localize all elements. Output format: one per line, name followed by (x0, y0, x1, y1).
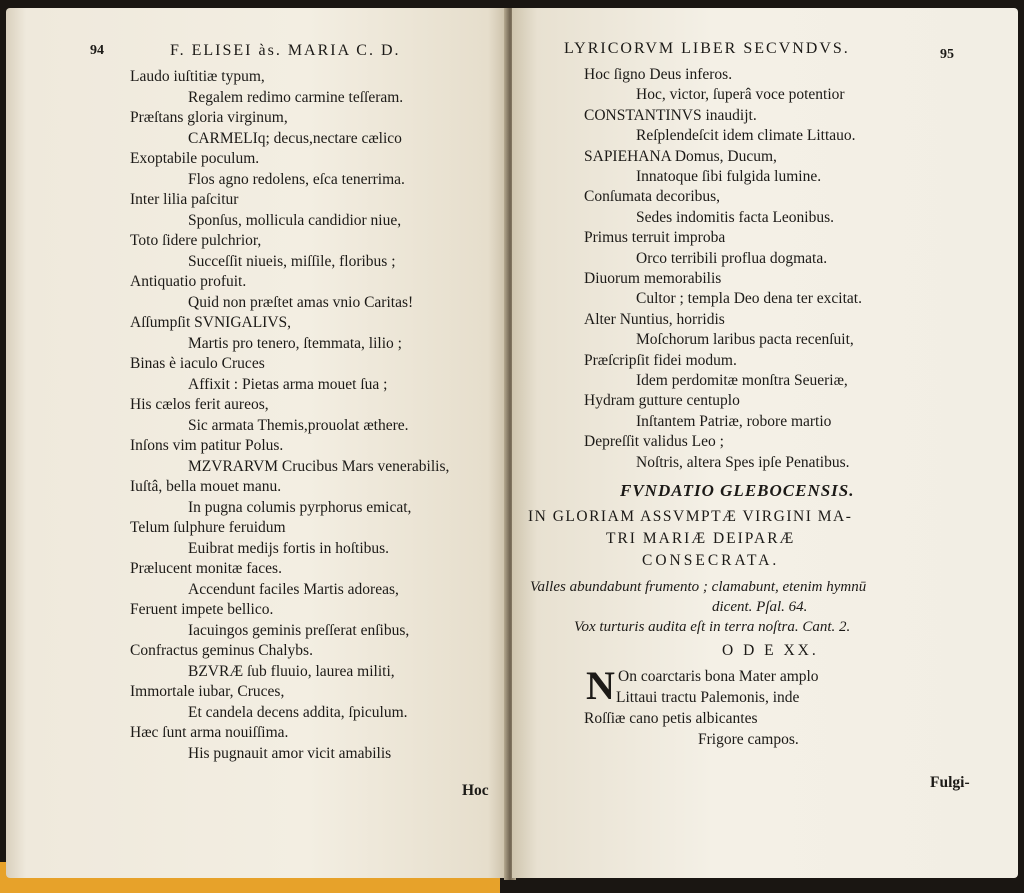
section-title: FVNDATIO GLEBOCENSIS. (620, 481, 855, 500)
drop-cap: N (586, 663, 615, 708)
left-verse-line-34: His pugnauit amor vicit amabilis (188, 744, 392, 762)
right-page-number: 95 (940, 47, 954, 62)
left-verse-line-11: Antiquatio profuit. (130, 273, 247, 290)
right-verse-line-1: Hoc ſigno Deus inferos. (584, 66, 733, 83)
right-verse-line-8: Sedes indomitis facta Leonibus. (636, 208, 835, 226)
left-verse-line-10: Succeſſit niueis, miſſile, floribus ; (188, 252, 396, 270)
left-verse-line-21: Iuſtâ, bella mouet manu. (130, 478, 282, 495)
right-verse-line-20: Noſtris, altera Spes ipſe Penatibus. (636, 453, 850, 471)
ode-line-4: Frigore campos. (698, 731, 799, 748)
left-verse-line-28: Iacuingos geminis preſſerat enſibus, (188, 621, 410, 639)
right-verse-line-19: Depreſſit validus Leo ; (584, 433, 724, 451)
right-verse-line-10: Orco terribili proflua dogmata. (636, 249, 828, 267)
left-verse-line-22: In pugna columis pyrphorus emicat, (188, 498, 412, 516)
left-verse-line-18: Sic armata Themis,prouolat æthere. (188, 416, 409, 434)
left-verse-line-30: BZVRÆ ſub fluuio, laurea militi, (188, 662, 395, 680)
left-verse-line-15: Binas è iaculo Cruces (130, 355, 265, 372)
dedication-line-1: IN GLORIAM ASSVMPTÆ VIRGINI MA- (528, 508, 853, 525)
left-verse-line-20: MZVRARVM Crucibus Mars venerabilis, (188, 457, 450, 475)
right-verse-line-15: Præſcripſit fidei modum. (584, 351, 737, 369)
right-page (512, 8, 1018, 878)
right-verse-line-4: Reſplendeſcit idem climate Littauo. (636, 127, 856, 145)
left-verse-line-12: Quid non præſtet amas vnio Caritas! (188, 293, 414, 311)
left-verse-line-29: Confractus geminus Chalybs. (130, 642, 313, 659)
right-catchword: Fulgi- (930, 774, 970, 791)
left-verse-line-17: His cælos ferit aureos, (130, 396, 269, 413)
left-verse-line-1: Laudo iuſtitiæ typum, (130, 68, 265, 85)
left-verse-line-3: Præſtans gloria virginum, (130, 109, 288, 126)
left-verse-line-7: Inter lilia paſcitur (130, 191, 239, 208)
ode-heading: O D E XX. (722, 642, 819, 659)
right-verse-line-5: SAPIEHANA Domus, Ducum, (584, 147, 777, 165)
right-verse-line-18: Inſtantem Patriæ, robore martio (636, 412, 832, 430)
right-verse-line-9: Primus terruit improba (584, 229, 726, 247)
left-page (6, 8, 508, 878)
left-verse-line-13: Aſſumpſit SVNIGALIVS, (130, 314, 292, 331)
dedication-line-3: CONSECRATA. (642, 552, 780, 569)
right-verse-line-6: Innatoque ſibi fulgida lumine. (636, 168, 822, 185)
left-verse-line-8: Sponſus, mollicula candidior niue, (188, 211, 402, 229)
left-verse-line-4: CARMELIq; decus,nectare cælico (188, 129, 402, 147)
left-verse-line-2: Regalem redimo carmine teſſeram. (188, 88, 404, 106)
epigraph-line-3: Vox turturis audita eſt in terra noſtra. Cant. 2. (574, 619, 851, 635)
left-verse-line-6: Flos agno redolens, eſca tenerrima. (188, 170, 405, 188)
left-verse-line-9: Toto ſidere pulchrior, (130, 232, 262, 249)
right-verse-line-17: Hydram gutture centuplo (584, 392, 740, 410)
right-verse-line-3: CONSTANTINVS inaudijt. (584, 106, 757, 124)
right-running-head: LYRICORVM LIBER SECVNDVS. (564, 40, 850, 57)
ode-line-1: On coarctaris bona Mater amplo (618, 668, 819, 685)
left-verse-line-33: Hæc ſunt arma nouiſſima. (130, 724, 289, 741)
right-verse-line-16: Idem perdomitæ monſtra Seueriæ, (636, 372, 848, 389)
left-verse-line-25: Prælucent monitæ faces. (130, 560, 282, 577)
right-verse-line-7: Conſumata decoribus, (584, 188, 721, 206)
ode-line-3: Roſſiæ cano petis albicantes (584, 710, 758, 727)
epigraph-line-1: Valles abundabunt frumento ; clamabunt, etenim hymnū (530, 579, 867, 595)
right-verse-line-2: Hoc, victor, ſuperâ voce potentior (636, 86, 845, 104)
ode-line-2: Littaui tractu Palemonis, inde (616, 689, 800, 706)
epigraph-line-2: dicent. Pſal. 64. (712, 599, 808, 615)
right-verse-line-11: Diuorum memorabilis (584, 270, 722, 287)
left-verse-line-19: Inſons vim patitur Polus. (130, 437, 284, 454)
left-catchword: Hoc (462, 782, 489, 799)
dedication-line-2: TRI MARIÆ DEIPARÆ (606, 530, 796, 547)
left-running-head: F. ELISEI às. MARIA C. D. (170, 42, 401, 59)
left-verse-line-16: Affixit : Pietas arma mouet ſua ; (188, 375, 388, 393)
left-page-number: 94 (90, 43, 104, 58)
left-verse-line-32: Et candela decens addita, ſpiculum. (188, 703, 408, 721)
right-verse-line-12: Cultor ; templa Deo dena ter excitat. (636, 290, 862, 308)
left-verse-line-27: Feruent impete bellico. (130, 601, 274, 618)
left-verse-line-31: Immortale iubar, Cruces, (130, 683, 285, 700)
right-verse-line-14: Moſchorum laribus pacta recenſuit, (636, 331, 854, 349)
left-verse-line-24: Euibrat medijs fortis in hoſtibus. (188, 539, 390, 557)
left-verse-line-26: Accendunt faciles Martis adoreas, (188, 580, 399, 598)
right-verse-line-13: Alter Nuntius, horridis (584, 310, 725, 328)
left-verse-line-14: Martis pro tenero, ſtemmata, lilio ; (188, 334, 402, 352)
left-verse-line-23: Telum ſulphure feruidum (130, 519, 286, 536)
left-verse-line-5: Exoptabile poculum. (130, 150, 260, 167)
